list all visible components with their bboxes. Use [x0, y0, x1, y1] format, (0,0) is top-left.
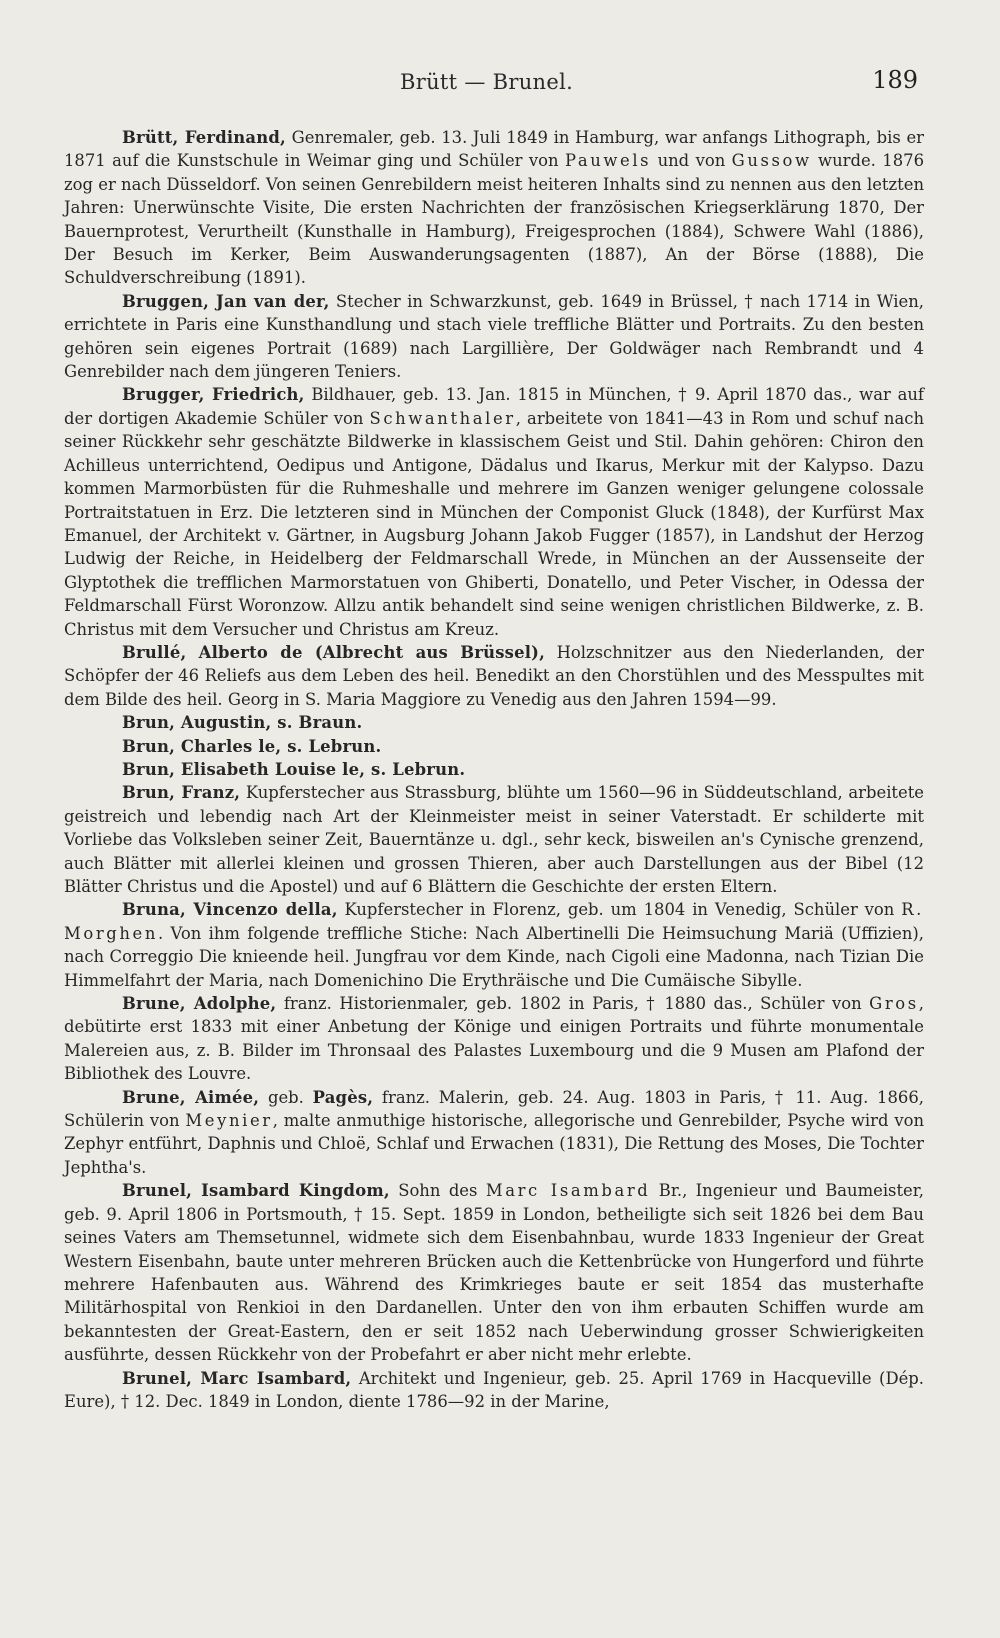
entry-headword: Brun, Franz,: [122, 783, 241, 803]
entry-text: Architekt und Ingenieur, geb. 25. April 1769 in Hacqueville (Dép. Eure), † 12. Dec. 1849 in London, diente 1786—92 in der Marine,: [64, 1368, 924, 1411]
entry-headword: Bruna, Vincenzo della,: [122, 900, 338, 920]
spaced-name: Gussow: [731, 151, 812, 171]
dictionary-entry: [64, 711, 924, 734]
entry-text: wurde. 1876 zog er nach Düsseldorf. Von seinen Genrebildern meist heiteren Inhalts sind zu nennen aus den letzten Jahren: Unerwünschte Visite, Die ersten Nachrichten der französischen Kriegserklärung 1870, Der Bauernprotest, Verurtheilt (Kunsthalle in Hamburg), Freigesprochen (1884), Schwere Wahl (1886), Der Besuch im Kerker, Beim Auswanderungsagenten (1887), An der Börse (1888), Die Schuldverschreibung (1891).: [64, 151, 924, 288]
entry-headword: Brun, Elisabeth Louise le, s. Lebrun.: [122, 759, 466, 779]
entry-text: Kupferstecher aus Strassburg, blühte um 1560—96 in Süddeutschland, arbeitete geistreich und lebendig nach Art der Kleinmeister meist in seiner Vaterstadt. Er schilderte mit Vorliebe das Volksleben seiner Zeit, Bauerntänze u. dgl., sehr keck, bisweilen an's Cynische grenzend, auch Blätter mit allerlei kleinen und grossen Thieren, aber auch Darstellungen aus der Bibel (12 Blätter Christus und die Apostel) und auf 6 Blättern die Geschichte der ersten Eltern.: [64, 783, 925, 896]
dictionary-entry: [64, 290, 924, 384]
entry-text: , arbeitete von 1841—43 in Rom und schuf nach seiner Rückkehr sehr geschätzte Bildwerke in klassischem Geist und Stil. Dahin gehören: Chiron den Achilleus unterrichtend, Oedipus und Antigone, Dädalus und Ikarus, Merkur mit der Kalypso. Dazu kommen Marmorbüsten für die Ruhmeshalle und mehrere im Ganzen weniger gelungene colossale Portraitstatuen in Erz. Die letzteren sind in München der Componist Gluck (1848), der Kurfürst Max Emanuel, der Architekt v. Gärtner, in Augsburg Johann Jakob Fugger (1857), in Landshut der Herzog Ludwig der Reiche, in Heidelberg der Feldmarschall Wrede, in München an der Aussenseite der Glyptothek die trefflichen Marmorstatuen von Ghiberti, Donatello, und Peter Vischer, in Odessa der Feldmarschall Fürst Woronzow. Allzu antik behandelt sind seine wenigen christlichen Bildwerke, z. B. Christus mit dem Versucher und Christus am Kreuz.: [64, 408, 924, 639]
running-head: Brütt — Brunel.: [400, 70, 574, 94]
dictionary-entries: [64, 126, 924, 1413]
entry-text: , malte anmuthige historische, allegorische und Genrebilder, Psyche wird von Zephyr entführt, Daphnis und Chloë, Schlaf und Erwachen (1831), Die Rettung des Moses, Die Tochter Jephtha's.: [64, 1111, 925, 1177]
entry-headword: Brullé, Alberto de (Albrecht aus Brüssel),: [122, 642, 546, 662]
entry-text: Holzschnitzer aus den Niederlanden, der Schöpfer der 46 Reliefs aus dem Leben des heil. Benedikt an den Chorstühlen und des Messpultes mit dem Bilde des heil. Georg in S. Maria Maggiore zu Venedig aus den Jahren 1594—99.: [64, 642, 924, 709]
dictionary-entry: [64, 898, 924, 992]
spaced-name: Marc Isambard: [485, 1181, 651, 1201]
entry-text: Sohn des: [389, 1181, 486, 1201]
entry-text: franz. Historienmaler, geb. 1802 in Paris, † 1880 das., Schüler von: [276, 994, 870, 1014]
entry-headword: Bruggen, Jan van der,: [122, 291, 330, 311]
entry-text: Br., Ingenieur und Baumeister, geb. 9. April 1806 in Portsmouth, † 15. Sept. 1859 in London, betheiligte sich seit 1826 bei dem Bau seines Vaters am Themsetunnel, widmete sich dem Eisenbahnbau, wurde 1833 Ingenieur der Great Western Eisenbahn, baute unter mehreren Brücken auch die Kettenbrücke von Hungerford und führte mehrere Hafenbauten aus. Während des Krimkrieges baute er seit 1854 das musterhafte Militärhospital von Renkioi in den Dardanellen. Unter den von ihm erbauten Schiffen wurde am bekanntesten der Great-Eastern, den er seit 1852 nach Ueberwindung grosser Schwierigkeiten ausführte, dessen Rückkehr von der Probefahrt er aber nicht mehr erlebte.: [64, 1181, 924, 1365]
dictionary-entry: [64, 126, 924, 290]
dictionary-entry: [64, 1086, 924, 1180]
entry-headword: Brune, Adolphe,: [122, 994, 277, 1014]
dictionary-entry: [64, 992, 924, 1086]
spaced-name: Pauwels: [564, 151, 652, 171]
spaced-name: Schwanthaler: [369, 408, 516, 428]
dictionary-entry: [64, 758, 924, 781]
entry-headword: Brunel, Isambard Kingdom,: [122, 1181, 390, 1201]
dictionary-entry: [64, 781, 924, 898]
entry-headword: Brugger, Friedrich,: [122, 385, 305, 405]
entry-text: und von: [651, 151, 732, 171]
entry-text: Kupferstecher in Florenz, geb. um 1804 in Venedig, Schüler von: [337, 900, 902, 920]
dictionary-entry: [64, 735, 924, 758]
page-header: [0, 66, 1000, 106]
page-number: 189: [872, 66, 918, 94]
spaced-name: Meynier: [185, 1111, 273, 1131]
entry-text: Stecher in Schwarzkunst, geb. 1649 in Brüssel, † nach 1714 in Wien, errichtete in Paris eine Kunsthandlung und stach viele treffliche Blätter und Portraits. Zu den besten gehören sein eigenes Portrait (1689) nach Largillière, Der Goldwäger nach Rembrandt und 4 Genrebilder nach dem jüngeren Teniers.: [64, 291, 925, 382]
entry-text: Genremaler, geb. 13. Juli 1849 in Hamburg, war anfangs Lithograph, bis er 1871 auf die Kunstschule in Weimar ging und Schüler von: [64, 128, 924, 171]
entry-text: , debütirte erst 1833 mit einer Anbetung der Könige und einigen Portraits und führte monumentale Malereien aus, z. B. Bilder im Thronsaal des Palastes Luxembourg und die 9 Musen am Plafond der Bibliothek des Louvre.: [64, 994, 924, 1084]
entry-text: . Von ihm folgende treffliche Stiche: Nach Albertinelli Die Heimsuchung Mariä (Uffizien), nach Correggio Die knieende heil. Jungfrau vor dem Kinde, nach Cigoli eine Madonna, nach Tizian Die Himmelfahrt der Maria, nach Domenichino Die Erythräische und Die Cumäische Sibylle.: [64, 923, 924, 990]
entry-headword: Brun, Augustin, s. Braun.: [122, 713, 363, 733]
entry-text: geb.: [259, 1087, 313, 1107]
entry-headword: Brütt, Ferdinand,: [122, 128, 286, 147]
spaced-name: R. Morghen: [64, 900, 924, 943]
spaced-name: Gros: [869, 994, 919, 1014]
entry-text: Bildhauer, geb. 13. Jan. 1815 in München, † 9. April 1870 das., war auf der dortigen Akademie Schüler von: [64, 385, 924, 428]
entry-headword: Brune, Aimée,: [122, 1087, 260, 1107]
entry-headword: Brun, Charles le, s. Lebrun.: [122, 736, 382, 756]
entry-headword: Brunel, Marc Isambard,: [122, 1368, 352, 1388]
dictionary-entry: [64, 1367, 924, 1414]
entry-text: franz. Malerin, geb. 24. Aug. 1803 in Paris, † 11. Aug. 1866, Schülerin von: [64, 1087, 924, 1131]
dictionary-entry: [64, 641, 924, 711]
dictionary-entry: [64, 383, 924, 640]
dictionary-entry: [64, 1179, 924, 1366]
bold-name: Pagès,: [312, 1087, 374, 1107]
